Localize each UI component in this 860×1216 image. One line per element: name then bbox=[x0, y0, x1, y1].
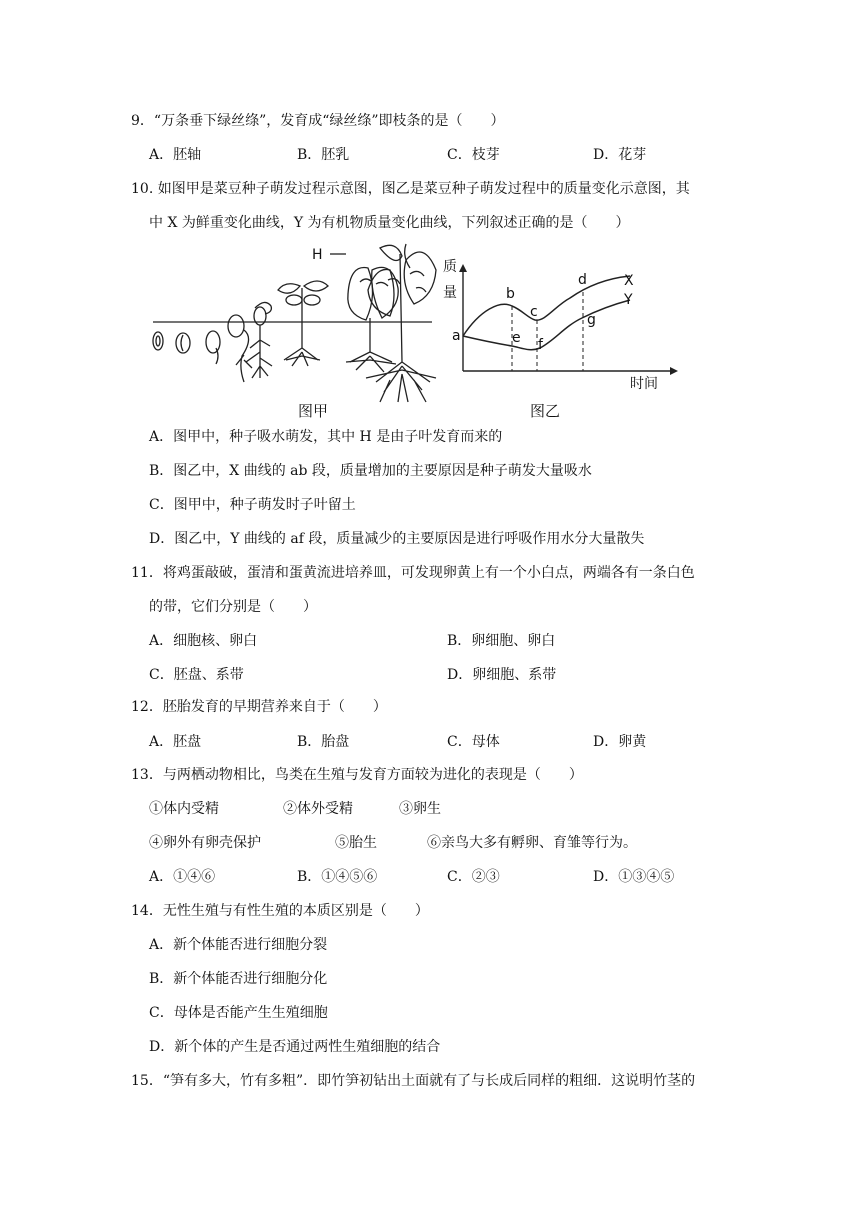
mass-change-chart bbox=[459, 264, 678, 375]
q13-stem: 13．与两栖动物相比，鸟类在生殖与发育方面较为进化的表现是（ ） bbox=[131, 767, 583, 783]
q12-option-c: C．母体 bbox=[447, 734, 500, 750]
point-e: e bbox=[512, 330, 521, 346]
q12-stem: 12．胚胎发育的早期营养来自于（ ） bbox=[131, 699, 387, 715]
q13-item-5: ⑤胎生 bbox=[335, 835, 377, 851]
q11-stem-line2: 的带，它们分别是（ ） bbox=[149, 599, 317, 615]
q13-item-6: ⑥亲鸟大多有孵卵、育雏等行为。 bbox=[427, 835, 637, 851]
q14-option-a: A．新个体能否进行细胞分裂 bbox=[149, 937, 328, 953]
q14-option-d: D．新个体的产生是否通过两性生殖细胞的结合 bbox=[149, 1039, 441, 1055]
q13-option-a: A．①④⑥ bbox=[149, 869, 216, 885]
ylabel-top: 质 bbox=[443, 259, 457, 275]
q10-stem-line1: 10. 如图甲是菜豆种子萌发过程示意图，图乙是菜豆种子萌发过程中的质量变化示意图，其 bbox=[131, 181, 690, 197]
q10-option-d: D．图乙中，Y 曲线的 af 段，质量减少的主要原因是进行呼吸作用水分大量散失 bbox=[149, 531, 645, 547]
q9-option-d: D．花芽 bbox=[593, 147, 647, 163]
q10-option-c: C．图甲中，种子萌发时子叶留土 bbox=[149, 497, 356, 513]
q13-option-c: C．②③ bbox=[447, 869, 500, 885]
point-a: a bbox=[452, 328, 461, 344]
q11-option-c: C．胚盘、系带 bbox=[149, 667, 244, 683]
q11-option-b: B．卵细胞、卵白 bbox=[447, 633, 556, 649]
curve-x-label: X bbox=[624, 273, 634, 289]
q10-option-a: A．图甲中，种子吸水萌发，其中 H 是由子叶发育而来的 bbox=[149, 429, 503, 445]
q13-item-1: ①体内受精 bbox=[149, 801, 219, 817]
q9-option-b: B．胚乳 bbox=[297, 147, 350, 163]
curve-y bbox=[463, 300, 630, 350]
label-h: H bbox=[312, 247, 323, 263]
q13-option-b: B．①④⑤⑥ bbox=[297, 869, 378, 885]
q14-option-b: B．新个体能否进行细胞分化 bbox=[149, 971, 328, 987]
point-b: b bbox=[506, 286, 515, 302]
q10-stem-line2: 中 X 为鲜重变化曲线，Y 为有机物质量变化曲线，下列叙述正确的是（ ） bbox=[149, 215, 630, 231]
point-d: d bbox=[578, 272, 587, 288]
caption-right: 图乙 bbox=[530, 402, 561, 420]
point-c: c bbox=[530, 304, 538, 320]
q12-option-d: D．卵黄 bbox=[593, 734, 647, 750]
q10-figure bbox=[150, 240, 710, 425]
point-f: f bbox=[538, 337, 543, 353]
q12-option-a: A．胚盘 bbox=[149, 734, 202, 750]
q14-stem: 14．无性生殖与有性生殖的本质区别是（ ） bbox=[131, 903, 429, 919]
q11-option-a: A．细胞核、卵白 bbox=[149, 633, 258, 649]
curve-x bbox=[463, 276, 630, 336]
q11-option-d: D．卵细胞、系带 bbox=[447, 667, 557, 683]
germination-sequence-illustration bbox=[153, 244, 436, 402]
q9-option-a: A．胚轴 bbox=[149, 147, 202, 163]
q15-stem: 15．“笋有多大，竹有多粗”．即竹笋初钻出土面就有了与长成后同样的粗细．这说明竹茎的 bbox=[131, 1073, 696, 1089]
seed-germination-figure bbox=[150, 240, 710, 425]
point-g: g bbox=[587, 312, 596, 328]
ylabel-bottom: 量 bbox=[443, 285, 457, 301]
q12-option-b: B．胎盘 bbox=[297, 734, 350, 750]
q13-item-2: ②体外受精 bbox=[283, 801, 353, 817]
curve-y-label: Y bbox=[624, 292, 633, 308]
y-axis-arrow bbox=[459, 264, 467, 272]
xlabel: 时间 bbox=[630, 376, 658, 392]
q13-item-4: ④卵外有卵壳保护 bbox=[149, 835, 261, 851]
q9-option-c: C．枝芽 bbox=[447, 147, 500, 163]
q9-stem: 9．“万条垂下绿丝绦”，发育成“绿丝绦”即枝条的是（ ） bbox=[131, 113, 505, 129]
q11-stem-line1: 11．将鸡蛋敲破，蛋清和蛋黄流进培养皿，可发现卵黄上有一个小白点，两端各有一条白色 bbox=[131, 565, 695, 581]
x-axis-arrow bbox=[670, 367, 678, 375]
q10-option-b: B．图乙中，X 曲线的 ab 段，质量增加的主要原因是种子萌发大量吸水 bbox=[149, 463, 592, 479]
caption-left: 图甲 bbox=[298, 402, 329, 420]
q13-item-3: ③卵生 bbox=[399, 801, 441, 817]
q13-option-d: D．①③④⑤ bbox=[593, 869, 675, 885]
q14-option-c: C．母体是否能产生生殖细胞 bbox=[149, 1005, 328, 1021]
